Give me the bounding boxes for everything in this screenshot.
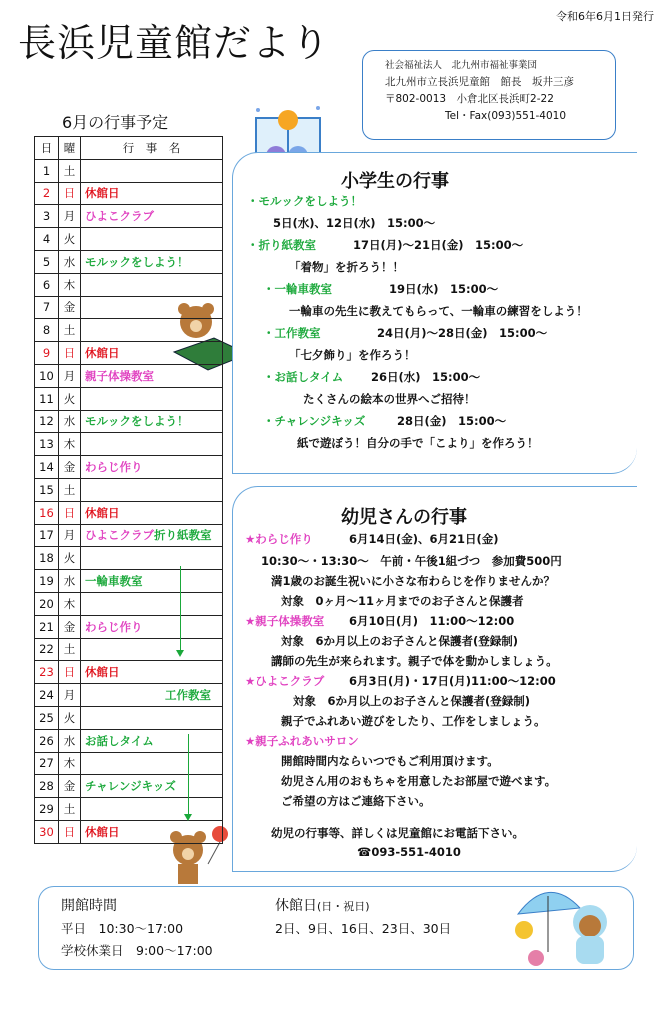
org-line-1: 社会福祉法人 北九州市福祉事業団	[385, 60, 538, 71]
schedule-day: 16	[35, 501, 59, 524]
schedule-weekday: 水	[59, 729, 81, 752]
schedule-event-label: 休館日	[85, 665, 120, 680]
schedule-event	[81, 250, 223, 273]
schedule-row	[35, 684, 223, 707]
elem-line-origami-desc: 「着物」を折ろう！！	[289, 260, 404, 274]
schedule-day: 24	[35, 684, 59, 707]
schedule-event-label: ひよこクラブ	[85, 209, 154, 224]
kids-waraji: ★わらじ作り	[245, 532, 313, 546]
schedule-weekday: 水	[59, 570, 81, 593]
schedule-weekday: 日	[59, 342, 81, 365]
schedule-row	[35, 478, 223, 501]
schedule-day: 17	[35, 524, 59, 547]
schedule-day: 23	[35, 661, 59, 684]
schedule-row	[35, 798, 223, 821]
schedule-event	[81, 570, 223, 593]
kids-salon-line2: 幼児さん用のおもちゃを用意したお部屋で遊べます。	[281, 774, 557, 788]
schedule-weekday: 金	[59, 296, 81, 319]
kids-waraji-desc: 満1歳のお誕生祝いに小さな布わらじを作りませんか？	[271, 574, 555, 588]
schedule-weekday: 土	[59, 478, 81, 501]
schedule-day: 10	[35, 364, 59, 387]
schedule-weekday: 月	[59, 684, 81, 707]
schedule-row	[35, 775, 223, 798]
schedule-event-label: わらじ作り	[85, 460, 143, 475]
schedule-weekday: 金	[59, 775, 81, 798]
elem-line-challenge: ・チャレンジキッズ	[263, 414, 366, 428]
schedule-day: 27	[35, 752, 59, 775]
schedule-event-label: わらじ作り	[85, 619, 143, 634]
schedule-day: 30	[35, 820, 59, 843]
schedule-event	[81, 547, 223, 570]
schedule-day: 7	[35, 296, 59, 319]
schedule-weekday: 水	[59, 250, 81, 273]
schedule-row	[35, 182, 223, 205]
schedule-weekday: 土	[59, 638, 81, 661]
schedule-event-label: 親子体操教室	[85, 368, 154, 383]
arrow-craft-range	[188, 734, 189, 814]
col-event: 行 事 名	[81, 137, 223, 160]
schedule-day: 9	[35, 342, 59, 365]
schedule-event-label: ひよこクラブ	[85, 528, 154, 543]
infants-heading: 幼児さんの行事	[341, 507, 467, 528]
schedule-weekday: 金	[59, 615, 81, 638]
schedule-day: 19	[35, 570, 59, 593]
schedule-event	[81, 706, 223, 729]
schedule-day: 8	[35, 319, 59, 342]
elem-line-unicycle: ・一輪車教室	[263, 282, 332, 296]
arrow-origami-head	[176, 650, 184, 657]
issue-date: 令和6年6月1日発行	[556, 10, 654, 23]
schedule-day: 26	[35, 729, 59, 752]
col-weekday: 曜	[59, 137, 81, 160]
schedule-weekday: 日	[59, 661, 81, 684]
schedule-event	[81, 478, 223, 501]
schedule-event	[81, 319, 223, 342]
schedule-event	[81, 296, 223, 319]
schedule-event	[81, 524, 223, 547]
schedule-weekday: 土	[59, 319, 81, 342]
org-line-2: 北九州市立長浜児童館 館長 坂井三彦	[385, 76, 574, 88]
schedule-day: 4	[35, 228, 59, 251]
schedule-row	[35, 273, 223, 296]
page-title: 長浜児童館だより	[18, 21, 331, 65]
schedule-day: 11	[35, 387, 59, 410]
schedule-weekday: 月	[59, 364, 81, 387]
hours-weekday: 平日 10:30～17:00	[61, 921, 184, 936]
schedule-event	[81, 661, 223, 684]
elem-line-molkky-dates: 5日(水)、12日(水) 15:00～	[273, 216, 436, 230]
schedule-weekday: 火	[59, 387, 81, 410]
schedule-event	[81, 159, 223, 182]
schedule-event	[81, 410, 223, 433]
schedule-weekday: 月	[59, 205, 81, 228]
schedule-day: 12	[35, 410, 59, 433]
elem-line-craft-dates: 24日(月)～28日(金) 15:00～	[377, 326, 548, 340]
schedule-day: 21	[35, 615, 59, 638]
schedule-row	[35, 228, 223, 251]
hours-title: 開館時間	[61, 898, 117, 914]
schedule-weekday: 木	[59, 273, 81, 296]
schedule-row	[35, 319, 223, 342]
schedule-event	[81, 342, 223, 365]
elem-line-origami: ・折り紙教室	[247, 238, 316, 252]
col-day: 日	[35, 137, 59, 160]
schedule-event	[81, 228, 223, 251]
kids-hiyoko-dates: 6月3日(月)・17日(月)11:00～12:00	[349, 674, 556, 688]
schedule-weekday: 金	[59, 456, 81, 479]
footer-hours-box	[38, 886, 634, 970]
schedule-row	[35, 570, 223, 593]
schedule-row	[35, 159, 223, 182]
schedule-event	[81, 387, 223, 410]
elem-line-origami-dates: 17日(月)～21日(金) 15:00～	[353, 238, 524, 252]
schedule-weekday: 日	[59, 182, 81, 205]
schedule-event	[81, 456, 223, 479]
elem-line-unicycle-dates: 19日(水) 15:00～	[389, 282, 499, 296]
elem-line-story: ・お話しタイム	[263, 370, 344, 384]
elem-line-molkky: ・モルックをしよう！	[247, 194, 362, 208]
schedule-row	[35, 250, 223, 273]
org-line-4: Tel・Fax(093)551-4010	[445, 110, 567, 122]
schedule-row	[35, 364, 223, 387]
schedule-event-label: 休館日	[85, 346, 120, 361]
schedule-weekday: 木	[59, 752, 81, 775]
schedule-day: 18	[35, 547, 59, 570]
schedule-day: 29	[35, 798, 59, 821]
schedule-event	[81, 775, 223, 798]
schedule-event	[81, 684, 223, 707]
kids-note: 幼児の行事等、詳しくは児童館にお電話下さい。	[271, 826, 524, 840]
schedule-day: 6	[35, 273, 59, 296]
elem-line-challenge-dates: 28日(金) 15:00～	[397, 414, 507, 428]
schedule-row	[35, 752, 223, 775]
closed-days: 2日、9日、16日、23日、30日	[275, 921, 452, 936]
kids-hiyoko: ★ひよこクラブ	[245, 674, 325, 688]
closed-title: 休館日	[275, 898, 317, 914]
schedule-day: 15	[35, 478, 59, 501]
schedule-event-label: 休館日	[85, 824, 120, 839]
org-line-3: 〒802-0013 小倉北区長浜町2-22	[385, 93, 554, 105]
schedule-event-label-craft: 工作教室	[165, 688, 211, 703]
schedule-day: 13	[35, 433, 59, 456]
schedule-weekday: 土	[59, 798, 81, 821]
schedule-event	[81, 592, 223, 615]
schedule-event	[81, 615, 223, 638]
infant-events-box	[232, 486, 637, 872]
schedule-day: 22	[35, 638, 59, 661]
kids-oyako-desc: 講師の先生が来られます。親子で体を動かしましょう。	[271, 654, 558, 668]
schedule-event	[81, 205, 223, 228]
schedule-event-label: 休館日	[85, 186, 120, 201]
schedule-weekday: 日	[59, 501, 81, 524]
schedule-row	[35, 638, 223, 661]
elementary-heading: 小学生の行事	[341, 171, 449, 192]
kids-waraji-dates: 6月14日(金)、6月21日(金)	[349, 532, 499, 546]
schedule-event	[81, 729, 223, 752]
schedule-day: 3	[35, 205, 59, 228]
schedule-weekday: 火	[59, 228, 81, 251]
hours-school-holiday: 学校休業日 9:00～17:00	[61, 943, 213, 958]
schedule-row	[35, 615, 223, 638]
schedule-event-label: チャレンジキッズ	[85, 779, 176, 794]
elementary-events-box	[232, 152, 637, 474]
kids-phone: ☎093-551-4010	[357, 845, 461, 859]
schedule-row	[35, 387, 223, 410]
kids-hiyoko-desc: 親子でふれあい遊びをしたり、工作をしましょう。	[281, 714, 546, 728]
closed-title-wrap	[275, 895, 370, 915]
schedule-row	[35, 524, 223, 547]
schedule-row	[35, 661, 223, 684]
schedule-row	[35, 501, 223, 524]
schedule-row	[35, 433, 223, 456]
schedule-day: 20	[35, 592, 59, 615]
schedule-row	[35, 456, 223, 479]
elem-line-challenge-desc: 紙で遊ぼう！自分の手で「こより」を作ろう！	[297, 436, 539, 450]
schedule-event-label: モルックをしよう！	[85, 254, 189, 269]
schedule-weekday: 月	[59, 524, 81, 547]
schedule-event-label-2: 折り紙教室	[154, 528, 212, 543]
schedule-day: 25	[35, 706, 59, 729]
kids-salon: ★親子ふれあいサロン	[245, 734, 359, 748]
schedule-event-label: モルックをしよう！	[85, 414, 189, 429]
schedule-event-label: 一輪車教室	[85, 574, 143, 589]
schedule-weekday: 火	[59, 706, 81, 729]
schedule-row	[35, 342, 223, 365]
kids-hiyoko-target: 対象 6か月以上のお子さんと保護者(登録制)	[293, 694, 531, 708]
schedule-weekday: 木	[59, 433, 81, 456]
kids-oyako-target: 対象 6か月以上のお子さんと保護者(登録制)	[281, 634, 519, 648]
schedule-event	[81, 752, 223, 775]
org-info-box	[362, 50, 616, 140]
schedule-row	[35, 296, 223, 319]
elem-line-craft: ・工作教室	[263, 326, 321, 340]
schedule-weekday: 木	[59, 592, 81, 615]
schedule-event	[81, 638, 223, 661]
schedule-event-label: お話しタイム	[85, 733, 154, 748]
schedule-row	[35, 547, 223, 570]
kids-salon-line3: ご希望の方はご連絡下さい。	[281, 794, 431, 808]
kids-waraji-target: 対象 0ヶ月～11ヶ月までのお子さんと保護者	[281, 594, 524, 608]
schedule-event	[81, 433, 223, 456]
kids-waraji-time: 10:30～・13:30～ 午前・午後1組づつ 参加費500円	[261, 554, 562, 568]
schedule-event-label: 休館日	[85, 505, 120, 520]
schedule-row	[35, 410, 223, 433]
schedule-day: 1	[35, 159, 59, 182]
schedule-day: 2	[35, 182, 59, 205]
schedule-weekday: 土	[59, 159, 81, 182]
schedule-weekday: 水	[59, 410, 81, 433]
schedule-title: 6月の行事予定	[62, 113, 169, 132]
elem-line-unicycle-desc: 一輪車の先生に教えてもらって、一輪車の練習をしよう！	[289, 304, 588, 318]
schedule-weekday: 火	[59, 547, 81, 570]
schedule-row	[35, 729, 223, 752]
arrow-craft-head	[184, 814, 192, 821]
schedule-day: 5	[35, 250, 59, 273]
schedule-header-row	[35, 137, 223, 160]
schedule-event	[81, 182, 223, 205]
elem-line-story-dates: 26日(水) 15:00～	[371, 370, 481, 384]
kids-oyako: ★親子体操教室	[245, 614, 325, 628]
schedule-row	[35, 706, 223, 729]
closed-note: (日・祝日)	[317, 900, 370, 913]
schedule-row	[35, 592, 223, 615]
kids-oyako-dates: 6月10日(月) 11:00～12:00	[349, 614, 515, 628]
schedule-weekday: 日	[59, 820, 81, 843]
schedule-event	[81, 820, 223, 843]
kids-salon-line1: 開館時間内ならいつでもご利用頂けます。	[281, 754, 499, 768]
schedule-event	[81, 798, 223, 821]
elem-line-craft-desc: 「七夕飾り」を作ろう！	[289, 348, 416, 362]
schedule-day: 14	[35, 456, 59, 479]
schedule-event	[81, 364, 223, 387]
schedule-row	[35, 205, 223, 228]
schedule-event	[81, 501, 223, 524]
arrow-origami-range	[180, 566, 181, 650]
schedule-day: 28	[35, 775, 59, 798]
elem-line-story-desc: たくさんの絵本の世界へご招待！	[303, 392, 476, 406]
schedule-row	[35, 820, 223, 843]
schedule-table	[34, 136, 223, 844]
schedule-event	[81, 273, 223, 296]
